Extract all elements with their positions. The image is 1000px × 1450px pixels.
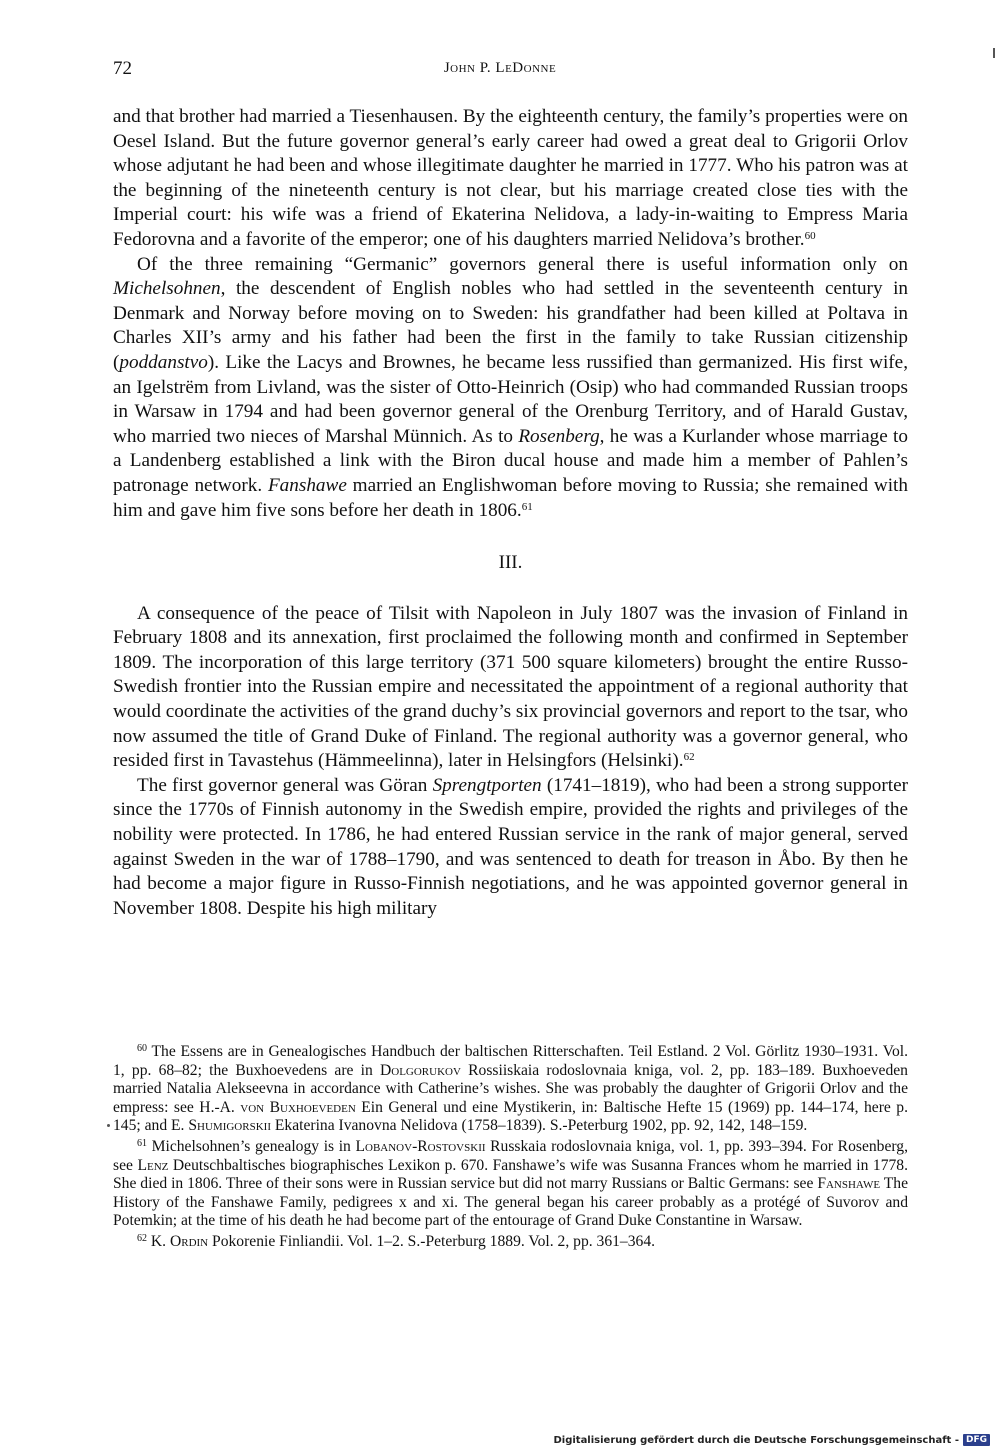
footnote-number: 62 bbox=[137, 1232, 147, 1244]
footnote-ref: 60 bbox=[804, 229, 816, 242]
footnote-number: 61 bbox=[137, 1137, 147, 1149]
body-text bbox=[113, 105, 908, 921]
scan-mark bbox=[993, 48, 995, 58]
footnote-ref: 62 bbox=[683, 751, 695, 764]
text-run: The History of the Fanshawe Family, pedigrees x and xi. The general began his career probably as a protégé of Suvorov and Potemkin; at the time of his death he had become part of the entourage of Grand Duke Constantine in Warsaw. bbox=[113, 1175, 908, 1230]
text-run: ). Like the Lacys and Brownes, he became less russified than germanized. His first wife, an Igelstrëm from Livland, was the sister of Otto-Heinrich (Osip) who had commanded Russian troops in Warsaw in 1794 and had been governor general of the Orenburg Territory, and of Harald Gustav, who married two nieces of Marshal Münnich. As to bbox=[113, 351, 908, 447]
text-run: Ein General und eine Mystikerin, in: Baltische Hefte 15 (1969) pp. 144–174, here p. 145; and E. bbox=[113, 1098, 908, 1135]
footnote-60 bbox=[113, 1043, 908, 1136]
running-head: John P. LeDonne bbox=[443, 60, 557, 76]
italic-run: Michelsohnen bbox=[113, 278, 221, 300]
italic-run: Rosenberg bbox=[518, 425, 600, 447]
text-run: K. bbox=[147, 1232, 170, 1250]
text-run: Russkaia rodoslovnaia kniga, vol. 1, pp. 393–394. For Rosenberg, see bbox=[113, 1137, 908, 1174]
paragraph-2 bbox=[113, 253, 908, 524]
author-name: Lenz bbox=[137, 1156, 169, 1174]
text-run: Deutschbaltisches biographisches Lexikon p. 670. Fanshawe’s wife was Susanna Frances whom he married in 1778. She died in 1806. Three of their sons were in Russian service but did not marry Russians or Baltic Germans: see bbox=[113, 1156, 909, 1193]
footnotes bbox=[113, 1043, 908, 1254]
text-run: Ekaterina Ivanovna Nelidova (1758–1839). S.-Peterburg 1902, pp. 92, 142, 148–159. bbox=[270, 1117, 808, 1135]
section-heading: III. bbox=[498, 552, 523, 574]
author-name: Dolgorukov bbox=[380, 1061, 461, 1079]
text-run: and that brother had married a Tiesenhausen. By the eighteenth century, the family’s properties were on Oesel Island. But the future governor general’s early career had owed a great deal to Grigorii Orlov whose adjutant he had been and whose illegitimate daughter he married in 1777. Who his patron was at the beginning of the nineteenth century is not clear, but his marriage created close ties with the Imperial court: his wife was a friend of Ekaterina Nelidova, a lady-in-waiting to Empress Maria Fedorovna and a favorite of the emperor; one of his daughters married Nelidova’s brother. bbox=[113, 106, 908, 250]
text-run: married an Englishwoman before moving to Russia; she remained with him and gave him five sons before her death in 1806. bbox=[113, 474, 908, 521]
text-run: A consequence of the peace of Tilsit with Napoleon in July 1807 was the invasion of Finland in February 1808 and its annexation, first proclaimed the following month and confirmed in September 1809. The incorporation of this large territory (371 500 square kilometers) brought the entire Russo-Swedish frontier into the Russian empire and necessitated the appointment of a regional authority that would coordinate the activities of the grand duchy’s six provincial governors and report to the tsar, who now assumed the title of Grand Duke of Finland. The regional authority was a governor general, who resided first in Tavastehus (Hämmeelinna), later in Helsingfors (Helsinki). bbox=[113, 602, 908, 772]
page-number: 72 bbox=[113, 58, 132, 79]
paragraph-4 bbox=[113, 774, 908, 922]
text-run: The Essens are in Genealogisches Handbuch der baltischen Ritterschaften. Teil Estland. 2 Vol. Görlitz 1930–1931. Vol. 1, pp. 68–82; the Buxhoevedens are in bbox=[113, 1043, 908, 1079]
footnote-ref: 61 bbox=[521, 500, 533, 513]
text-run: , he was a Kurlander whose marriage to a Landenberg established a link with the Biron ducal house and made him a member of Pahlen’s patronage network. bbox=[113, 425, 908, 496]
italic-run: Sprengtporten bbox=[432, 774, 542, 796]
footer bbox=[553, 1434, 990, 1446]
text-run: Of the three remaining “Germanic” governors general there is useful information only on bbox=[137, 253, 908, 275]
text-run: Pokorenie Finliandii. Vol. 1–2. S.-Peterburg 1889. Vol. 2, pp. 361–364. bbox=[208, 1232, 656, 1250]
text-run: Rossiiskaia rodoslovnaia kniga, vol. 2, pp. 183–189. Buxhoeveden married Natalia Alekseevna in accordance with Catherine’s wishes. She was probably the daughter of Grigorii Orlov and the empress: see H.-A. bbox=[113, 1061, 908, 1116]
author-name: Fanshawe bbox=[817, 1175, 881, 1193]
text-run: Michelsohnen’s genealogy is in bbox=[147, 1137, 356, 1155]
italic-run: poddanstvo bbox=[119, 351, 208, 373]
text-run: (1741–1819), who had been a strong supporter since the 1770s of Finnish autonomy in the Swedish empire, provided the rights and privileges of the nobility were protected. In 1786, he had entered Russian service in the rank of major general, served against Sweden in the war of 1788–1790, and was sentenced to death for treason in Åbo. By then he had become a major figure in Russo-Finnish negotiations, and he was appointed governor general in November 1808. Despite his high military bbox=[113, 774, 909, 919]
footnote-62 bbox=[113, 1233, 908, 1252]
paragraph-3 bbox=[113, 602, 908, 774]
scan-mark bbox=[107, 1124, 110, 1127]
author-name: von Buxhoeveden bbox=[240, 1098, 356, 1116]
text-run: The first governor general was Göran bbox=[137, 774, 433, 796]
text-run: , the descendent of English nobles who had settled in the seventeenth century in Denmark and Norway before moving on to Sweden: his grandfather had been killed at Poltava in Charles XII’s army and his father had been the first in the family to take Russian citizenship ( bbox=[113, 278, 908, 373]
author-name: Ordin bbox=[169, 1232, 209, 1250]
footnote-number: 60 bbox=[137, 1043, 147, 1054]
author-name: Shumigorskii bbox=[188, 1117, 271, 1135]
dfg-logo: DFG bbox=[963, 1434, 990, 1446]
paragraph-1 bbox=[113, 105, 908, 253]
footer-text: Digitalisierung gefördert durch die Deutsche Forschungsgemeinschaft - bbox=[553, 1434, 959, 1446]
italic-run: Fanshawe bbox=[267, 474, 347, 496]
author-name: Lobanov-Rostovskii bbox=[355, 1137, 486, 1155]
footnote-61 bbox=[113, 1138, 908, 1231]
